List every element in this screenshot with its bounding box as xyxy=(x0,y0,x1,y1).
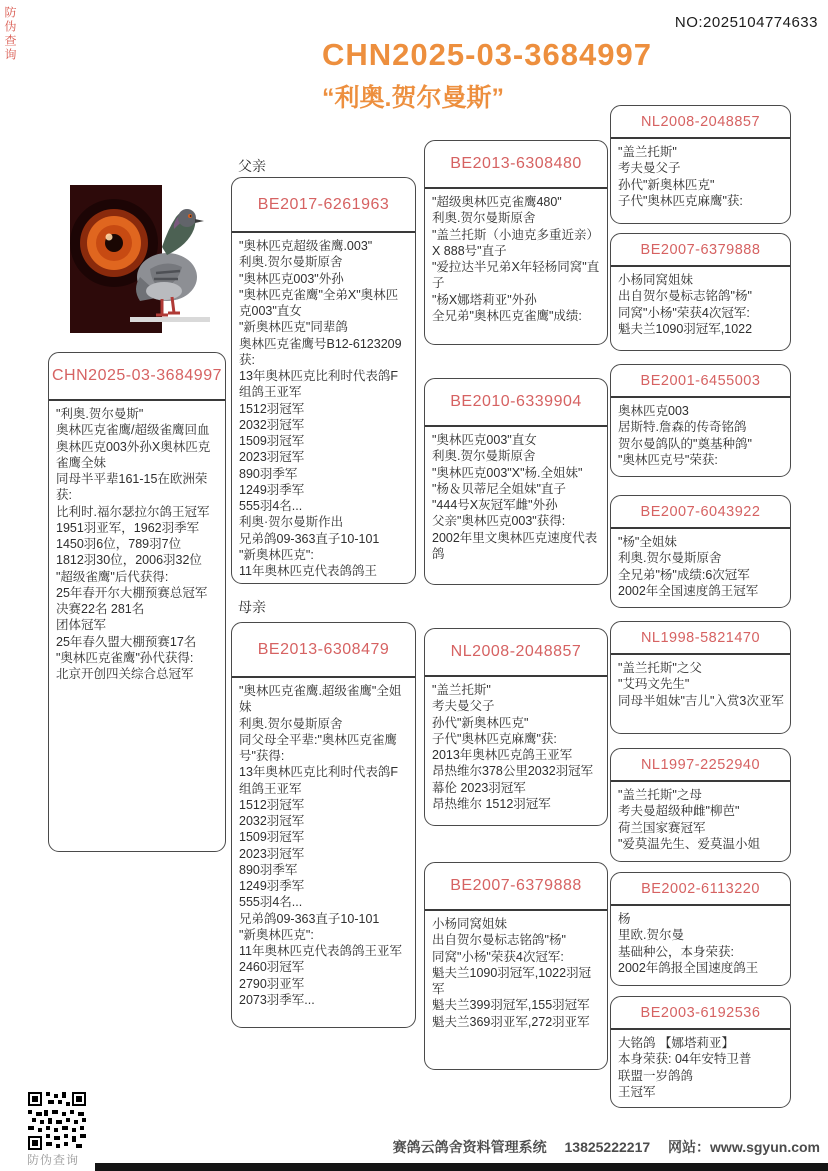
pedigree-box-father xyxy=(231,177,416,584)
box-body xyxy=(611,529,790,603)
text-line: 25年春开尔大棚预赛总冠军 决赛22名 281名 xyxy=(56,585,208,616)
ring-number: BE2007-6043922 xyxy=(611,496,790,529)
pedigree-box-subject xyxy=(48,352,226,852)
text-line: "奥林匹克003"外孙 xyxy=(239,271,344,286)
text-line: 子代"奥林匹克麻鹰"获: xyxy=(618,193,743,208)
text-line: 魁夫兰1090羽冠军,1022 xyxy=(618,321,753,336)
ring-number: BE2002-6113220 xyxy=(611,873,790,906)
text-line: 基础种公，本身荣获: xyxy=(618,944,734,959)
text-line: 杨 xyxy=(618,912,631,926)
ring-number: NL2008-2048857 xyxy=(611,106,790,139)
ring-number: BE2013-6308479 xyxy=(232,623,415,678)
text-line: 2002年鸽报全国速度鸽王 xyxy=(618,960,759,975)
text-line: 同窝"小杨"荣获4次冠军: xyxy=(618,305,750,320)
text-line: 1249羽季军 xyxy=(239,482,305,497)
father-generation-label: 父亲 xyxy=(238,158,266,174)
text-line: "奥林匹克雀鹰"孙代获得: xyxy=(56,650,194,665)
box-body xyxy=(611,782,790,856)
text-line: 居斯特.詹森的传奇铭鸽 xyxy=(618,420,747,435)
pedigree-box-greatgrandparent-7 xyxy=(610,872,791,986)
text-line: 兄弟鸽09-363直子10-101 xyxy=(239,531,380,546)
ring-number: BE2017-6261963 xyxy=(232,178,415,233)
qr-code xyxy=(28,1092,86,1150)
pedigree-box-greatgrandparent-3 xyxy=(610,364,791,477)
text-line: 奥林匹克雀鹰/超级雀鹰回血 xyxy=(56,423,210,438)
text-line: 利奥.贺尔曼斯原舍 xyxy=(239,255,343,270)
text-line: "新奥林匹克": xyxy=(239,927,314,942)
pedigree-box-greatgrandparent-5 xyxy=(610,621,791,734)
pigeon-photo xyxy=(70,185,225,333)
text-line: 2790羽亚军 xyxy=(239,976,305,991)
footer-info xyxy=(379,1137,820,1157)
text-line: 里欧.贺尔曼 xyxy=(618,928,684,943)
text-line: "超级奥林匹克雀鹰480" xyxy=(432,195,562,209)
qr-code-image xyxy=(28,1092,86,1150)
text-line: "杨＆贝蒂尼全姐妹"直子 xyxy=(432,481,566,496)
text-line: "新奥林匹克": xyxy=(239,547,314,562)
anti-fake-vertical-text: 防伪查询 xyxy=(3,6,17,62)
text-line: 1812羽30位，2006羽32位 xyxy=(56,553,202,568)
footer-phone: 13825222217 xyxy=(564,1139,651,1155)
text-line: 魁夫兰369羽亚军,272羽亚军 xyxy=(432,1014,590,1029)
text-line: 同窝"小杨"荣获4次冠军: xyxy=(432,949,564,964)
box-body xyxy=(611,1030,790,1104)
text-line: 比利时.福尔瑟拉尔鸽王冠军 xyxy=(56,504,210,519)
text-line: 小杨同窝姐妹 xyxy=(618,273,694,287)
text-line: "超级雀鹰"后代获得: xyxy=(56,569,169,584)
mother-generation-label: 母亲 xyxy=(238,599,266,615)
ring-number: NL2008-2048857 xyxy=(425,629,607,677)
text-line: "奥林匹克雀鹰"全弟X"奥林匹克003"直女 xyxy=(239,287,399,318)
text-line: 全兄弟"杨"成绩:6次冠军 xyxy=(618,567,750,582)
box-body xyxy=(611,139,790,213)
ring-number: BE2010-6339904 xyxy=(425,379,607,427)
text-line: 团体冠军 xyxy=(56,618,107,633)
text-line: 2002年里文奥林匹克速度代表鸽 xyxy=(432,530,598,561)
ring-number: BE2001-6455003 xyxy=(611,365,790,398)
text-line: 考夫曼父子 xyxy=(432,699,495,714)
text-line: 2002年全国速度鸽王冠军 xyxy=(618,583,759,598)
text-line: 利奥·贺尔曼斯作出 xyxy=(239,515,344,530)
text-line: "爱拉达半兄弟X年轻杨同窝"直子 xyxy=(432,260,600,291)
text-line: "奥林匹克003"直女 xyxy=(432,433,537,447)
text-line: 王冠军 xyxy=(618,1084,656,1099)
text-line: "杨X娜塔莉亚"外孙 xyxy=(432,292,537,307)
text-line: 2460羽冠军 xyxy=(239,960,305,975)
text-line: 考夫曼超级种雌"柳芭" xyxy=(618,804,740,819)
text-line: 幕伦 2023羽冠军 xyxy=(432,780,526,795)
text-line: 联盟一岁鸽鸽 xyxy=(618,1068,694,1083)
text-line: 父亲"奥林匹克003"获得: xyxy=(432,514,566,529)
text-line: 2073羽季军... xyxy=(239,992,315,1007)
ring-number: BE2007-6379888 xyxy=(425,863,607,911)
box-body xyxy=(232,233,415,583)
text-line: 890羽季军 xyxy=(239,862,298,877)
footer-website: 网站：www.sgyun.com xyxy=(668,1139,820,1155)
ring-number: BE2013-6308480 xyxy=(425,141,607,189)
text-line: 1512羽冠军 xyxy=(239,797,305,812)
box-body xyxy=(425,677,607,816)
text-line: 出自贺尔曼标志铭鸽"杨" xyxy=(618,289,752,304)
text-line: 555羽4名... xyxy=(239,895,303,910)
text-line: 1450羽6位，789羽7位 xyxy=(56,537,182,551)
text-line: 2023羽冠军 xyxy=(239,450,305,465)
certificate-number: NO:2025104774633 xyxy=(674,14,818,31)
text-line: 兄弟鸽09-363直子10-101 xyxy=(239,911,380,926)
text-line: 昂热维尔 1512羽冠军 xyxy=(432,796,551,811)
text-line: 利奥.贺尔曼斯原舍 xyxy=(618,551,722,566)
ring-number: BE2003-6192536 xyxy=(611,997,790,1030)
text-line: "奥林匹克003"X"杨.全姐妹" xyxy=(432,465,583,480)
text-line: 出自贺尔曼标志铭鸽"杨" xyxy=(432,933,566,948)
text-line: 890羽季军 xyxy=(239,466,298,481)
title-block xyxy=(322,38,652,114)
text-line: 魁夫兰399羽冠军,155羽冠军 xyxy=(432,998,590,1013)
box-body xyxy=(611,655,790,713)
text-line: 奥林匹克003 xyxy=(618,404,689,418)
page-title: CHN2025-03-3684997 xyxy=(322,37,652,72)
text-line: 本身荣获: 04年安特卫普 xyxy=(618,1052,752,1067)
text-line: "新奥林匹克"同辈鸽 xyxy=(239,320,348,335)
text-line: "爱莫温先生、爱莫温小姐 xyxy=(618,836,760,851)
pedigree-box-grandparent-4 xyxy=(424,862,608,1070)
box-body xyxy=(611,398,790,472)
box-body xyxy=(611,267,790,341)
pigeon-image xyxy=(70,185,225,333)
box-body xyxy=(425,427,607,566)
pedigree-box-grandparent-2 xyxy=(424,378,608,585)
text-line: 魁夫兰1090羽冠军,1022羽冠军 xyxy=(432,965,592,996)
pedigree-box-greatgrandparent-4 xyxy=(610,495,791,608)
text-line: "盖兰托斯" xyxy=(432,683,491,697)
text-line: 利奥.贺尔曼斯原舍 xyxy=(432,211,536,226)
text-line: 奥林匹克003外孙X奥林匹克雀鹰全妹 xyxy=(56,439,211,470)
text-line: "杨"全姐妹 xyxy=(618,535,677,549)
bottom-bar xyxy=(95,1163,828,1171)
pedigree-box-grandparent-1 xyxy=(424,140,608,345)
box-body xyxy=(425,911,607,1034)
text-line: 1509羽冠军 xyxy=(239,434,305,448)
text-line: 北京开创四关综合总冠军 xyxy=(56,667,194,681)
text-line: 1249羽季军 xyxy=(239,879,305,893)
text-line: 1509羽冠军 xyxy=(239,830,305,845)
box-body xyxy=(425,189,607,328)
text-line: "利奥.贺尔曼斯" xyxy=(56,407,144,421)
text-line: 13年奥林匹克比利时代表鸽F组鸽王亚军 xyxy=(239,369,399,400)
box-body xyxy=(49,401,225,686)
pedigree-box-greatgrandparent-1 xyxy=(610,105,791,224)
text-line: "盖兰托斯" xyxy=(618,145,677,159)
text-line: 2013年奥林匹克鸽王亚军 xyxy=(432,748,573,762)
text-line: 荷兰国家赛冠军 xyxy=(618,820,706,835)
text-line: 同母半姐妹"吉儿"入赏3次亚军 xyxy=(618,693,784,708)
pedigree-box-mother xyxy=(231,622,416,1028)
text-line: 1951羽亚军，1962羽季军 xyxy=(56,520,200,535)
text-line: "奥林匹克超级雀鹰.003" xyxy=(239,239,373,253)
ring-number: BE2007-6379888 xyxy=(611,234,790,267)
text-line: "奥林匹克雀鹰.超级雀鹰"全姐妹 xyxy=(239,684,402,715)
text-line: "奥林匹克号"荣获: xyxy=(618,452,718,467)
text-line: 2032羽冠军 xyxy=(239,814,305,828)
footer-system-name: 赛鸽云鸽舍资料管理系统 xyxy=(392,1139,547,1155)
pedigree-box-greatgrandparent-6 xyxy=(610,748,791,862)
text-line: 奥林匹克雀鹰号B12-6123209获: xyxy=(239,336,402,367)
text-line: 大铭鸽 【娜塔莉亚】 xyxy=(618,1036,734,1050)
text-line: 孙代"新奥林匹克" xyxy=(618,177,715,192)
ring-number: NL1997-2252940 xyxy=(611,749,790,782)
ring-number: CHN2025-03-3684997 xyxy=(49,353,225,401)
box-body xyxy=(232,678,415,1012)
pedigree-box-greatgrandparent-8 xyxy=(610,996,791,1108)
text-line: 13年奥林匹克比利时代表鸽F组鸽王亚军 xyxy=(239,765,399,796)
text-line: 子代"奥林匹克麻鹰"获: xyxy=(432,731,557,746)
text-line: 考夫曼父子 xyxy=(618,161,681,176)
text-line: 2023羽冠军 xyxy=(239,846,305,861)
text-line: 昂热维尔378公里2032羽冠军 xyxy=(432,764,594,779)
text-line: 同母半平辈161-15在欧洲荣获: xyxy=(56,472,208,503)
ring-number: NL1998-5821470 xyxy=(611,622,790,655)
text-line: "盖兰托斯（小迪克多重近亲）X 888号"直子 xyxy=(432,227,599,258)
text-line: 孙代"新奥林匹克" xyxy=(432,715,529,730)
text-line: 小杨同窝姐妹 xyxy=(432,917,508,931)
text-line: 同父母全平辈:"奥林匹克雀鹰号"获得: xyxy=(239,732,397,763)
text-line: 贺尔曼鸽队的"奠基种鸽" xyxy=(618,436,752,451)
text-line: "盖兰托斯"之父 xyxy=(618,661,702,675)
pedigree-box-grandparent-3 xyxy=(424,628,608,826)
page-subtitle: “利奥.贺尔曼斯” xyxy=(322,84,504,113)
text-line: 11年奥林匹克代表鸽鸽王 xyxy=(239,564,377,578)
text-line: 全兄弟"奥林匹克雀鹰"成绩: xyxy=(432,308,582,323)
text-line: "盖兰托斯"之母 xyxy=(618,788,702,802)
text-line: 11年奥林匹克代表鸽鸽王亚军 xyxy=(239,944,402,958)
text-line: 利奥.贺尔曼斯原舍 xyxy=(239,716,343,731)
text-line: 1512羽冠军 xyxy=(239,401,305,416)
text-line: 555羽4名... xyxy=(239,499,303,513)
pedigree-box-greatgrandparent-2 xyxy=(610,233,791,351)
text-line: 2032羽冠军 xyxy=(239,417,305,432)
text-line: 25年春久盟大棚预赛17名 xyxy=(56,634,197,649)
qr-code-label: 防伪查询 xyxy=(27,1153,80,1167)
text-line: 利奥.贺尔曼斯原舍 xyxy=(432,449,536,464)
text-line: "艾玛文先生" xyxy=(618,677,690,692)
box-body xyxy=(611,906,790,980)
text-line: "444号X灰冠军雌"外孙 xyxy=(432,498,558,512)
